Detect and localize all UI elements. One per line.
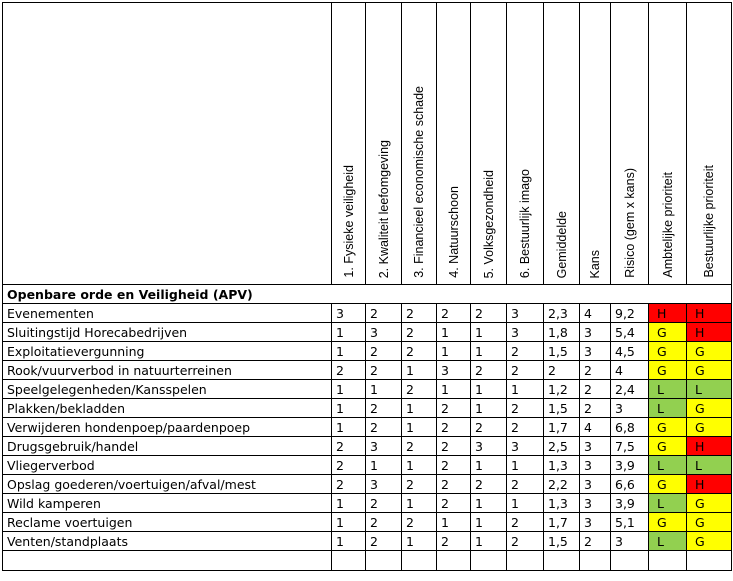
score-cell: 3 [366, 475, 402, 494]
table-row [3, 456, 732, 475]
kans-cell: 2 [580, 399, 611, 418]
table-row [3, 532, 732, 551]
score-cell: 1 [366, 456, 402, 475]
row-name: Vliegerverbod [3, 456, 332, 475]
score-cell: 2 [402, 437, 437, 456]
score-cell: 2 [366, 494, 402, 513]
score-cell: 2 [471, 304, 507, 323]
column-header-label: Ambtelijke prioriteit [660, 172, 675, 278]
column-header-label: 1. Fysieke veiligheid [341, 165, 356, 278]
table-row [3, 380, 732, 399]
risk-cell: 6,8 [611, 418, 649, 437]
score-cell: 2 [507, 361, 544, 380]
average-cell: 2 [544, 361, 580, 380]
kans-cell: 3 [580, 456, 611, 475]
row-name: Verwijderen hondenpoep/paardenpoep [3, 418, 332, 437]
score-cell: 2 [402, 513, 437, 532]
score-cell: 2 [366, 399, 402, 418]
score-cell: 1 [332, 323, 366, 342]
column-header-label: Bestuurlijke prioriteit [702, 165, 716, 278]
row-name: Sluitingstijd Horecabedrijven [3, 323, 332, 342]
risk-cell: 3 [611, 399, 649, 418]
kans-cell: 3 [580, 342, 611, 361]
score-cell: 3 [366, 437, 402, 456]
empty-cell [332, 551, 366, 571]
section-row [3, 285, 732, 304]
average-cell: 2,2 [544, 475, 580, 494]
risk-cell: 4 [611, 361, 649, 380]
score-cell: 2 [437, 494, 471, 513]
score-cell: 2 [471, 418, 507, 437]
ambtelijke-priority-badge: G [649, 513, 687, 532]
score-cell: 1 [402, 456, 437, 475]
risk-matrix-table [2, 2, 732, 571]
score-cell: 1 [332, 418, 366, 437]
risk-cell: 5,1 [611, 513, 649, 532]
score-cell: 2 [471, 475, 507, 494]
kans-cell: 2 [580, 532, 611, 551]
average-cell: 1,3 [544, 456, 580, 475]
risk-cell: 3,9 [611, 494, 649, 513]
score-cell: 1 [366, 380, 402, 399]
empty-cell [3, 551, 332, 571]
kans-cell: 3 [580, 475, 611, 494]
score-cell: 2 [402, 475, 437, 494]
bestuurlijke-priority-badge: L [687, 456, 732, 475]
average-cell: 1,5 [544, 532, 580, 551]
empty-cell [402, 551, 437, 571]
column-header-label: 3. Financieel economische schade [412, 86, 426, 278]
average-cell: 1,8 [544, 323, 580, 342]
empty-cell [437, 551, 471, 571]
average-cell: 2,3 [544, 304, 580, 323]
score-cell: 2 [507, 399, 544, 418]
empty-cell [507, 551, 544, 571]
score-cell: 2 [507, 532, 544, 551]
column-header-label: Risico (gem x kans) [622, 168, 637, 278]
bestuurlijke-priority-badge: G [687, 532, 732, 551]
score-cell: 2 [437, 437, 471, 456]
column-header-label: 2. Kwaliteit leefomgeving [376, 139, 391, 278]
score-cell: 1 [471, 342, 507, 361]
ambtelijke-priority-badge: L [649, 494, 687, 513]
score-cell: 2 [437, 399, 471, 418]
bestuurlijke-priority-badge: G [687, 342, 732, 361]
score-cell: 2 [437, 304, 471, 323]
score-cell: 3 [471, 437, 507, 456]
score-cell: 1 [471, 513, 507, 532]
column-header [507, 3, 544, 285]
score-cell: 1 [332, 399, 366, 418]
score-cell: 2 [437, 532, 471, 551]
score-cell: 2 [366, 418, 402, 437]
row-name: Opslag goederen/voertuigen/afval/mest [3, 475, 332, 494]
empty-row [3, 551, 732, 571]
row-name: Speelgelegenheden/Kansspelen [3, 380, 332, 399]
score-cell: 2 [507, 513, 544, 532]
table-row [3, 418, 732, 437]
risk-cell: 3 [611, 532, 649, 551]
kans-cell: 3 [580, 494, 611, 513]
score-cell: 1 [471, 399, 507, 418]
score-cell: 2 [402, 342, 437, 361]
ambtelijke-priority-badge: H [649, 304, 687, 323]
score-cell: 1 [507, 456, 544, 475]
score-cell: 1 [402, 361, 437, 380]
column-header-label: 4. Natuurschoon [446, 186, 461, 278]
kans-cell: 3 [580, 323, 611, 342]
bestuurlijke-priority-badge: G [687, 399, 732, 418]
kans-cell: 2 [580, 380, 611, 399]
kans-cell: 4 [580, 418, 611, 437]
kans-cell: 2 [580, 361, 611, 380]
risk-cell: 4,5 [611, 342, 649, 361]
ambtelijke-priority-badge: G [649, 437, 687, 456]
column-header [611, 3, 649, 285]
score-cell: 2 [507, 475, 544, 494]
score-cell: 2 [507, 418, 544, 437]
risk-cell: 3,9 [611, 456, 649, 475]
score-cell: 3 [437, 361, 471, 380]
score-cell: 3 [507, 304, 544, 323]
section-title: Openbare orde en Veiligheid (APV) [3, 285, 732, 304]
column-header [471, 3, 507, 285]
empty-cell [366, 551, 402, 571]
row-name: Wild kamperen [3, 494, 332, 513]
column-header [366, 3, 402, 285]
empty-cell [611, 551, 649, 571]
score-cell: 1 [471, 494, 507, 513]
table-row [3, 361, 732, 380]
bestuurlijke-priority-badge: L [687, 380, 732, 399]
column-header [437, 3, 471, 285]
risk-cell: 5,4 [611, 323, 649, 342]
score-cell: 1 [471, 380, 507, 399]
column-header [544, 3, 580, 285]
score-cell: 1 [332, 494, 366, 513]
score-cell: 2 [366, 342, 402, 361]
bestuurlijke-priority-badge: G [687, 418, 732, 437]
bestuurlijke-priority-badge: H [687, 475, 732, 494]
column-header [687, 3, 732, 285]
row-name: Plakken/bekladden [3, 399, 332, 418]
column-header-label: Gemiddelde [554, 210, 569, 278]
score-cell: 1 [332, 532, 366, 551]
table-row [3, 437, 732, 456]
risk-cell: 9,2 [611, 304, 649, 323]
score-cell: 2 [332, 475, 366, 494]
score-cell: 2 [332, 437, 366, 456]
score-cell: 2 [332, 361, 366, 380]
score-cell: 1 [332, 380, 366, 399]
average-cell: 1,2 [544, 380, 580, 399]
table-row [3, 494, 732, 513]
bestuurlijke-priority-badge: G [687, 513, 732, 532]
kans-cell: 3 [580, 437, 611, 456]
bestuurlijke-priority-badge: G [687, 361, 732, 380]
score-cell: 2 [402, 380, 437, 399]
score-cell: 2 [437, 456, 471, 475]
table-row [3, 342, 732, 361]
score-cell: 2 [332, 456, 366, 475]
row-name: Rook/vuurverbod in natuurterreinen [3, 361, 332, 380]
row-name: Evenementen [3, 304, 332, 323]
column-header-label: Kans [588, 249, 602, 278]
empty-cell [687, 551, 732, 571]
score-cell: 1 [507, 380, 544, 399]
bestuurlijke-priority-badge: H [687, 323, 732, 342]
table-row [3, 513, 732, 532]
average-cell: 1,3 [544, 494, 580, 513]
score-cell: 1 [402, 399, 437, 418]
ambtelijke-priority-badge: G [649, 418, 687, 437]
risk-cell: 6,6 [611, 475, 649, 494]
column-header [332, 3, 366, 285]
score-cell: 1 [402, 532, 437, 551]
average-cell: 2,5 [544, 437, 580, 456]
score-cell: 2 [507, 342, 544, 361]
score-cell: 1 [332, 342, 366, 361]
column-header [649, 3, 687, 285]
score-cell: 1 [402, 418, 437, 437]
ambtelijke-priority-badge: L [649, 380, 687, 399]
bestuurlijke-priority-badge: G [687, 494, 732, 513]
score-cell: 2 [366, 304, 402, 323]
score-cell: 1 [471, 532, 507, 551]
score-cell: 2 [366, 361, 402, 380]
score-cell: 1 [471, 323, 507, 342]
risk-cell: 7,5 [611, 437, 649, 456]
column-header-label: 6. Bestuurlijk imago [518, 168, 532, 278]
bestuurlijke-priority-badge: H [687, 304, 732, 323]
header-row [3, 3, 732, 285]
header-corner-cell [3, 3, 332, 285]
column-header [402, 3, 437, 285]
risk-cell: 2,4 [611, 380, 649, 399]
average-cell: 1,7 [544, 418, 580, 437]
score-cell: 1 [471, 456, 507, 475]
score-cell: 1 [437, 323, 471, 342]
score-cell: 2 [366, 532, 402, 551]
empty-cell [471, 551, 507, 571]
bestuurlijke-priority-badge: H [687, 437, 732, 456]
ambtelijke-priority-badge: L [649, 456, 687, 475]
ambtelijke-priority-badge: G [649, 342, 687, 361]
table-row [3, 475, 732, 494]
column-header [580, 3, 611, 285]
score-cell: 1 [437, 513, 471, 532]
ambtelijke-priority-badge: G [649, 361, 687, 380]
ambtelijke-priority-badge: L [649, 399, 687, 418]
average-cell: 1,5 [544, 342, 580, 361]
score-cell: 2 [437, 418, 471, 437]
score-cell: 1 [437, 342, 471, 361]
score-cell: 1 [437, 380, 471, 399]
kans-cell: 4 [580, 304, 611, 323]
row-name: Exploitatievergunning [3, 342, 332, 361]
score-cell: 3 [332, 304, 366, 323]
table-row [3, 323, 732, 342]
kans-cell: 3 [580, 513, 611, 532]
score-cell: 3 [507, 437, 544, 456]
ambtelijke-priority-badge: L [649, 532, 687, 551]
average-cell: 1,7 [544, 513, 580, 532]
score-cell: 2 [366, 513, 402, 532]
ambtelijke-priority-badge: G [649, 323, 687, 342]
empty-cell [544, 551, 580, 571]
table-row [3, 399, 732, 418]
row-name: Venten/standplaats [3, 532, 332, 551]
average-cell: 1,5 [544, 399, 580, 418]
score-cell: 1 [332, 513, 366, 532]
score-cell: 1 [507, 494, 544, 513]
score-cell: 1 [402, 494, 437, 513]
empty-cell [580, 551, 611, 571]
score-cell: 2 [471, 361, 507, 380]
score-cell: 3 [507, 323, 544, 342]
row-name: Reclame voertuigen [3, 513, 332, 532]
row-name: Drugsgebruik/handel [3, 437, 332, 456]
empty-cell [649, 551, 687, 571]
score-cell: 2 [437, 475, 471, 494]
score-cell: 2 [402, 323, 437, 342]
ambtelijke-priority-badge: G [649, 475, 687, 494]
table-row [3, 304, 732, 323]
column-header-label: 5. Volksgezondheid [481, 169, 496, 278]
score-cell: 2 [402, 304, 437, 323]
score-cell: 3 [366, 323, 402, 342]
